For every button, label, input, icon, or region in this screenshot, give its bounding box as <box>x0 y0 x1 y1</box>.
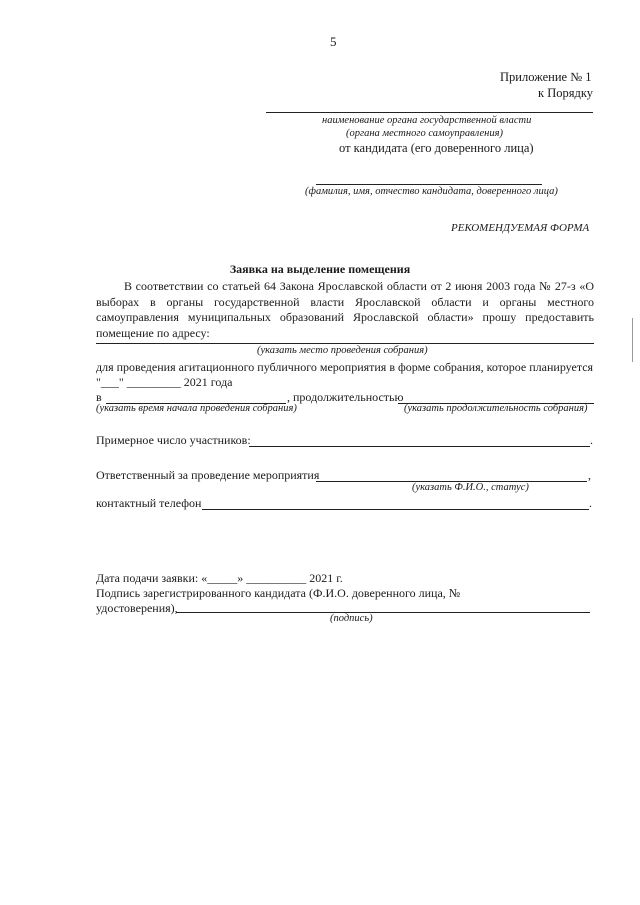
participants-line <box>249 446 590 447</box>
page-number: 5 <box>330 34 337 49</box>
purpose-text: для проведения агитационного публичного мероприятия в форме собрания, которое планируется <box>96 360 594 374</box>
submission-date: Дата подачи заявки: «_____» __________ 2021 г. <box>96 571 343 585</box>
participants-end: . <box>590 433 593 447</box>
phone-label: контактный телефон <box>96 496 202 510</box>
participants-label: Примерное число участников: <box>96 433 251 447</box>
duration-label: , продолжительностью <box>287 390 404 404</box>
candidate-name-line <box>316 184 542 185</box>
signature-label: Подпись зарегистрированного кандидата (Ф.И.О. доверенного лица, № <box>96 586 461 600</box>
responsible-label: Ответственный за проведение мероприятия <box>96 468 320 482</box>
recommended-form-label: РЕКОМЕНДУЕМАЯ ФОРМА <box>451 222 590 234</box>
address-line <box>96 343 594 344</box>
intro-paragraph <box>96 279 594 341</box>
place-hint: (указать место проведения собрания) <box>257 345 428 356</box>
intro-paragraph-text: В соответствии со статьей 64 Закона Ярославской области от 2 июня 2003 года № 27-з «О выборах в органы государственной власти Ярославской области и органы местного самоуправления муниципальных образований Ярославской области» прошу предоставить помещение по адресу: <box>96 279 594 340</box>
document-title: Заявка на выделение помещения <box>229 262 411 276</box>
duration-hint: (указать продолжительность собрания) <box>404 403 588 414</box>
annex-label: Приложение № 1 <box>500 70 592 84</box>
phone-line <box>202 509 589 510</box>
annex-order-label: к Порядку <box>538 86 593 100</box>
signature-label-cont: удостоверения), <box>96 601 178 615</box>
signature-hint: (подпись) <box>330 613 373 624</box>
authority-name-line <box>266 112 593 113</box>
candidate-name-hint: (фамилия, имя, отчество кандидата, доверенного лица) <box>305 186 558 197</box>
planned-date-line: "___" _________ 2021 года <box>96 375 233 389</box>
time-prefix: в <box>96 390 102 404</box>
authority-hint-secondary: (органа местного самоуправления) <box>346 128 504 139</box>
start-time-hint: (указать время начала проведения собрания) <box>96 403 297 414</box>
signature-line <box>176 612 590 613</box>
from-candidate-label: от кандидата (его доверенного лица) <box>339 141 534 155</box>
phone-end: . <box>589 496 592 510</box>
authority-hint: наименование органа государственной власти <box>322 115 532 126</box>
scan-edge-mark <box>632 318 633 362</box>
responsible-end: , <box>588 468 591 482</box>
responsible-hint: (указать Ф.И.О., статус) <box>412 482 529 493</box>
